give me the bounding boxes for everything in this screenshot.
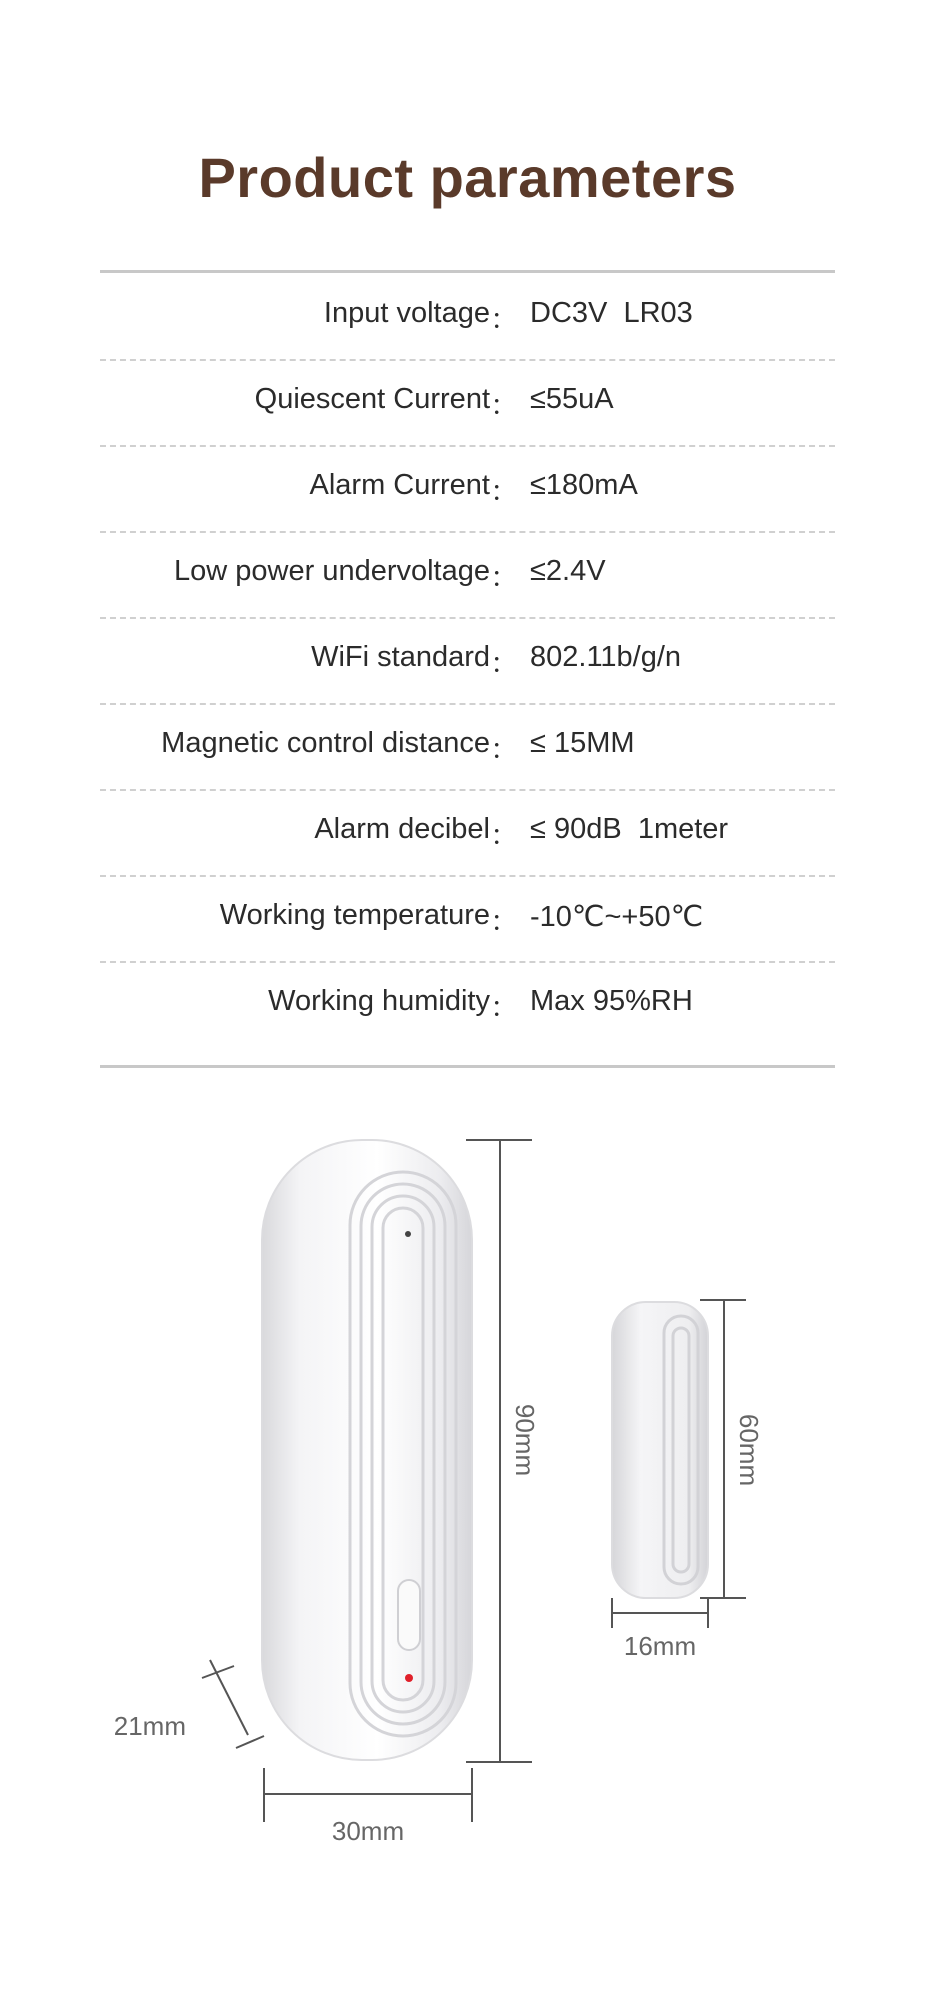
param-value: -10℃~+50℃ (530, 901, 704, 933)
param-colon: ： (490, 648, 520, 680)
parameters-table (0, 275, 935, 1049)
param-row (0, 791, 935, 877)
param-row (0, 705, 935, 791)
product-dimension-diagram (0, 1100, 935, 1860)
param-label: Magnetic control distance (161, 727, 490, 759)
param-value: ≤ 90dB 1meter (530, 813, 729, 845)
page-title: Product parameters (198, 146, 737, 209)
param-row (0, 361, 935, 447)
magnet-device (612, 1302, 708, 1598)
param-row (0, 533, 935, 619)
pairing-button (398, 1580, 420, 1650)
sensor-depth-dimension (202, 1660, 264, 1748)
param-value: 802.11b/g/n (530, 641, 682, 673)
param-label: Input voltage (323, 297, 490, 329)
param-row (0, 877, 935, 963)
param-label: Working humidity (268, 985, 490, 1017)
magnet-width-dimension (612, 1598, 708, 1628)
param-value: DC3V LR03 (530, 297, 693, 329)
param-label: Low power undervoltage (174, 555, 490, 587)
top-rule (100, 270, 835, 273)
sensor-height-label: 90mm (510, 1403, 540, 1477)
param-value: Max 95%RH (530, 985, 693, 1017)
magnet-width-label: 16mm (623, 1631, 697, 1661)
sensor-pinhole (405, 1231, 411, 1237)
bottom-rule (100, 1065, 835, 1068)
param-value: ≤55uA (530, 383, 614, 415)
param-label: Quiescent Current (254, 383, 490, 415)
param-row (0, 275, 935, 361)
param-colon: ： (490, 820, 520, 852)
magnet-height-label: 60mm (734, 1413, 764, 1487)
sensor-width-dimension (264, 1768, 472, 1822)
param-row (0, 963, 935, 1049)
param-colon: ： (490, 734, 520, 766)
sensor-width-label: 30mm (331, 1816, 405, 1846)
param-label: Working temperature (219, 899, 490, 931)
param-colon: ： (490, 906, 520, 938)
param-value: ≤180mA (530, 469, 638, 501)
param-label: WiFi standard (311, 641, 490, 673)
param-label: Alarm decibel (314, 813, 490, 845)
param-colon: ： (490, 992, 520, 1024)
param-value: ≤2.4V (530, 555, 606, 587)
param-label: Alarm Current (309, 469, 490, 501)
indicator-led (405, 1674, 413, 1682)
sensor-depth-label: 21mm (113, 1711, 186, 1741)
param-colon: ： (490, 476, 520, 508)
param-colon: ： (490, 562, 520, 594)
param-value: ≤ 15MM (530, 727, 635, 759)
param-row (0, 619, 935, 705)
param-colon: ： (490, 304, 520, 336)
param-colon: ： (490, 390, 520, 422)
sensor-device (262, 1140, 472, 1760)
param-row (0, 447, 935, 533)
